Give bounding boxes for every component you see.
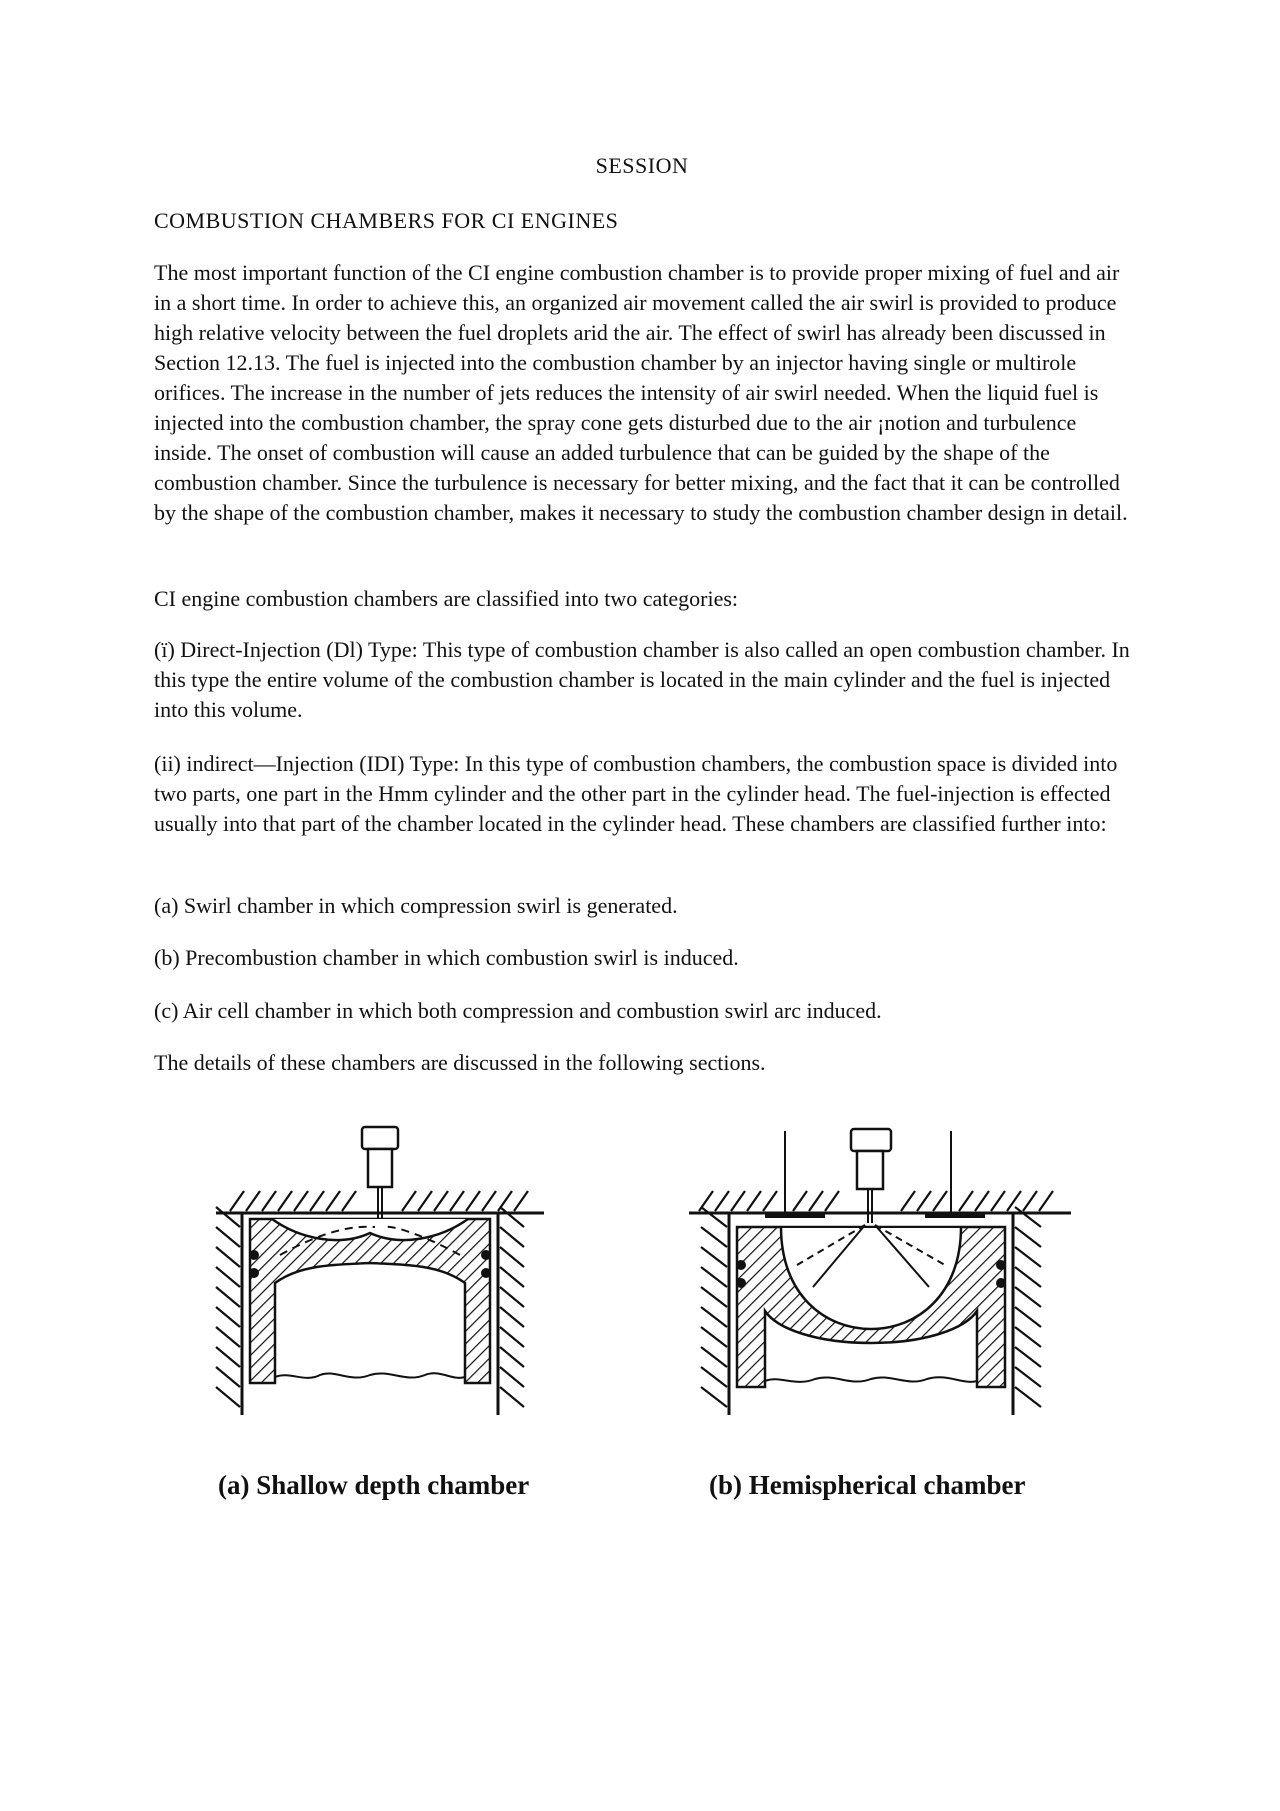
- indirect-injection-paragraph: (ii) indirect—Injection (IDI) Type: In this type of combustion chambers, the combustion space is divided into two parts, one part in the Hmm cylinder and the other part in the cylinder head. The fuel-injection is effected usually into that part of the chamber located in the cylinder head. These chambers are classified further into:: [154, 751, 1118, 836]
- details-paragraph: The details of these chambers are discussed in the following sections.: [154, 1050, 766, 1075]
- classification-paragraph: CI engine combustion chambers are classified into two categories:: [154, 586, 739, 611]
- hemispherical-chamber-diagram: [685, 1115, 1075, 1455]
- session-label: SESSION: [595, 153, 689, 178]
- direct-injection-paragraph: (ï) Direct-Injection (Dl) Type: This type of combustion chamber is also called an open combustion chamber. In this type the entire volume of the combustion chamber is located in the main cylinder and the fuel is injected into this volume.: [154, 637, 1130, 722]
- list-item-precombustion-chamber: (b) Precombustion chamber in which combustion swirl is induced.: [154, 945, 739, 970]
- intro-paragraph: The most important function of the CI engine combustion chamber is to provide proper mixing of fuel and air in a short time. In order to achieve this, an organized air movement called the air swirl is provided to produce high relative velocity between the fuel droplets arid the air. The effect of swirl has already been discussed in Section 12.13. The fuel is injected into the combustion chamber by an injector having single or multirole orifices. The increase in the number of jets reduces the intensity of air swirl needed. When the liquid fuel is injected into the combustion chamber, the spray cone gets disturbed due to the air ¡notion and turbulence inside. The onset of combustion will cause an added turbulence that can be guided by the shape of the combustion chamber. Since the turbulence is necessary for better mixing, and the fact that it can be controlled by the shape of the combustion chamber, makes it necessary to study the combustion chamber design in detail.: [154, 260, 1128, 525]
- list-item-swirl-chamber: (a) Swirl chamber in which compression swirl is generated.: [154, 893, 678, 918]
- figure-caption-hemispherical: (b) Hemispherical chamber: [709, 1470, 1026, 1500]
- section-heading: COMBUSTION CHAMBERS FOR CI ENGINES: [154, 208, 619, 233]
- figure-caption-shallow: (a) Shallow depth chamber: [218, 1470, 530, 1500]
- list-item-air-cell-chamber: (c) Air cell chamber in which both compression and combustion swirl arc induced.: [154, 998, 882, 1023]
- shallow-depth-chamber-diagram: [210, 1115, 550, 1455]
